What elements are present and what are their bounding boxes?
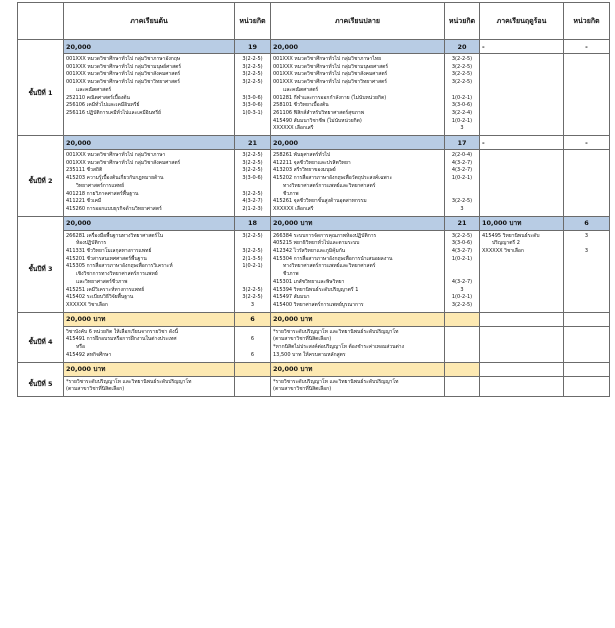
course-line: 415260 การออกแบบธุรกิจด้านวิทยาศาสตร์	[66, 205, 162, 212]
course-line: 411331 ชีววิทยาโมเลกุลทางการแพทย์	[66, 248, 152, 255]
course-line: 415491 การฝึกอบรมหรือการฝึกงานในต่างประเทศ	[66, 336, 177, 343]
course-line: 415304 การสื่อสารภาษาอังกฤษเพื่อการนำเสนอผลงาน	[273, 255, 393, 262]
year-courses-row	[18, 376, 610, 396]
header-summer-semester: ภาคเรียนฤดูร้อน	[480, 3, 564, 40]
table-body	[18, 40, 610, 397]
course-line: หรือ	[76, 344, 85, 351]
course-line: 001XXX หมวดวิชาศึกษาทั่วไป กลุ่มวิชาสังคมศาสตร์	[66, 159, 181, 166]
summary-first-semester: 20,000	[64, 216, 235, 230]
course-credit: 3(3-0-6)	[242, 175, 263, 182]
course-credit	[447, 263, 477, 271]
course-line: ทางวิทยาศาสตร์การแพทย์และวิทยาศาสตร์	[283, 182, 376, 189]
course-credit: 3	[250, 301, 255, 308]
summary-summer-semester	[480, 312, 564, 326]
course-line: 405215 พยาธิวิทยาทั่วไปและตามระบบ	[273, 240, 360, 247]
course-line: 001XXX หมวดวิชาศึกษาทั่วไป กลุ่มวิชาภาษาไทย	[273, 56, 382, 62]
course-credit: 6	[250, 336, 255, 343]
course-credit: 3(3-0-6)	[451, 102, 473, 109]
course-line: 001XXX หมวดวิชาศึกษาทั่วไป กลุ่มวิชามนุษยศาสตร์	[273, 63, 389, 70]
summary-second-semester: 20,000 บาท	[271, 362, 445, 376]
summary-summer-semester: 10,000 บาท	[480, 216, 564, 230]
course-credit: 2(1-2-3)	[242, 205, 263, 212]
course-credit: 3(2-2-5)	[451, 301, 473, 308]
course-line: XXXXXX เลือกเสรี	[273, 205, 314, 212]
course-line: 415400 วิทยาศาสตร์การแพทย์บูรณาการ	[273, 301, 364, 308]
course-line: 001XXX หมวดวิชาศึกษาทั่วไป กลุ่มวิชาวิทยาศาสตร์	[273, 79, 387, 86]
course-credit	[447, 87, 477, 95]
summary-summer-credits	[564, 362, 610, 376]
course-line: *รายวิชาระดับปริญญาโท และวิทยานิพนธ์ระดับปริญญาโท	[273, 328, 399, 335]
course-credit: 3(3-0-6)	[451, 240, 473, 247]
course-line: 258101 ชีววิทยาเบื้องต้น	[273, 102, 329, 109]
course-line: 001XXX หมวดวิชาศึกษาทั่วไป กลุ่มวิชาสังคมศาสตร์	[66, 71, 181, 78]
year-label: ชั้นปีที่ 1	[18, 40, 64, 136]
course-line: 411221 ชีวเคมี	[66, 198, 102, 205]
course-credit	[447, 183, 477, 191]
course-line: ห้องปฏิบัติการ	[76, 240, 107, 247]
course-credit	[447, 386, 477, 394]
course-line: 001XXX หมวดวิชาศึกษาทั่วไป กลุ่มวิชาภาษา	[66, 152, 166, 159]
course-credit: 3(2-2-5)	[242, 286, 263, 293]
summary-summer-semester	[480, 362, 564, 376]
study-plan-table	[17, 2, 610, 397]
course-credit: 3	[584, 248, 589, 255]
course-credit: 4(3-2-7)	[451, 278, 473, 285]
course-credit: 3(2-2-5)	[451, 71, 473, 78]
course-line: 415202 การสื่อสารภาษาอังกฤษเพื่อวัตถุประสงค์เฉพาะ	[273, 175, 393, 182]
summary-first-semester: 20,000 บาท	[64, 312, 235, 326]
course-credit: 3(2-2-5)	[242, 56, 263, 62]
year-label: ชั้นปีที่ 2	[18, 136, 64, 217]
course-credit: 3(2-2-5)	[242, 79, 263, 86]
year-summary-row	[18, 312, 610, 326]
course-credit: 4(3-2-7)	[451, 248, 473, 255]
summary-first-semester: 20,000 บาท	[64, 362, 235, 376]
summary-first-credits: 21	[235, 136, 271, 150]
course-credit	[447, 329, 477, 337]
course-line: 001XXX หมวดวิชาศึกษาทั่วไป กลุ่มวิชาวิทยาศาสตร์	[66, 79, 180, 86]
course-line: 415305 การสื่อสารภาษาอังกฤษเพื่อการวิเคราะห์	[66, 263, 173, 270]
second-semester-credits	[445, 150, 480, 217]
course-line: 252110 คณิตศาสตร์เบื้องต้น	[66, 94, 130, 101]
summer-credits	[564, 54, 610, 136]
course-credit: 3(2-2-5)	[451, 79, 473, 86]
header-year	[18, 3, 64, 40]
course-credit: 3(2-2-5)	[242, 152, 263, 159]
summary-summer-credits: -	[564, 136, 610, 150]
summer-courses	[480, 230, 564, 312]
table-header-row	[18, 3, 610, 40]
course-credit: 3(2-2-5)	[451, 232, 473, 239]
second-semester-courses	[271, 150, 445, 217]
year-label: ชั้นปีที่ 4	[18, 312, 64, 362]
course-credit: 3(2-2-5)	[242, 294, 263, 301]
course-line: 261106 ฟิสิกส์สำหรับวิทยาศาสตร์สุขภาพ	[273, 109, 365, 116]
course-credit: 2(2-0-4)	[451, 152, 473, 159]
course-line: 258261 พันธุศาสตร์ทั่วไป	[273, 152, 331, 159]
first-semester-credits	[235, 376, 271, 396]
course-line: 235111 ชีวสถิติ	[66, 167, 103, 174]
summary-second-credits: 21	[445, 216, 480, 230]
summer-courses	[480, 376, 564, 396]
course-credit	[447, 352, 477, 360]
course-credit: 3	[584, 232, 589, 239]
course-line: 415301 เภสัชวิทยาและพิษวิทยา	[273, 278, 345, 285]
course-credit: 3(2-2-5)	[242, 190, 263, 197]
course-credit: 3(3-0-6)	[242, 94, 263, 101]
course-line: 401218 กายวิภาคศาสตร์พื้นฐาน	[66, 190, 139, 197]
course-line: และคณิตศาสตร์	[76, 86, 112, 93]
second-semester-credits	[445, 376, 480, 396]
course-line: วิชาบังคับ 6 หน่วยกิต ให้เลือกเรียนจากรายวิชา ดังนี้	[66, 328, 178, 335]
course-line: และวิทยาศาสตร์ชีวภาพ	[76, 278, 128, 285]
summary-first-credits: 18	[235, 216, 271, 230]
course-credit	[447, 336, 477, 344]
course-line: เชิงวิชาการทางวิทยาศาสตร์การแพทย์	[76, 271, 158, 278]
course-line: 415203 ความรู้เบื้องต้นเกี่ยวกับกฎหมายด้าน	[66, 175, 164, 182]
course-credit: 1(0-2-1)	[451, 294, 473, 301]
course-line: ชีวภาพ	[283, 271, 299, 278]
course-credit: 3(2-2-5)	[242, 248, 263, 255]
course-line: 001XXX หมวดวิชาศึกษาทั่วไป กลุ่มวิชาสังคมศาสตร์	[273, 71, 388, 78]
course-line: *หากนิสิตไม่ประสงค์ต่อปริญญาโท ต้องชำระค่าเทอมส่วนต่าง	[273, 344, 405, 351]
course-line: 415492 สหกิจศึกษา	[66, 351, 112, 358]
course-credit: 1(0-2-1)	[451, 94, 473, 101]
first-semester-courses	[64, 326, 235, 362]
header-second-semester: ภาคเรียนปลาย	[271, 3, 445, 40]
course-credit: 6	[250, 351, 255, 358]
first-semester-courses	[64, 230, 235, 312]
year-label: ชั้นปีที่ 5	[18, 362, 64, 396]
course-line: วิทยาศาสตร์การแพทย์	[76, 182, 125, 189]
course-line: (ตามสาขาวิชาที่นิสิตเลือก)	[66, 386, 125, 393]
course-credit	[237, 271, 268, 279]
course-credit	[447, 191, 477, 199]
summary-second-credits: 20	[445, 40, 480, 54]
course-credit: 3(2-2-4)	[451, 109, 473, 116]
course-credit: 1(0-2-1)	[242, 263, 263, 270]
course-credit: 3(2-2-5)	[451, 63, 473, 70]
course-credit: 3	[460, 205, 464, 212]
summer-credits	[564, 326, 610, 362]
year-courses-row	[18, 326, 610, 362]
first-semester-credits	[235, 230, 271, 312]
course-credit	[447, 344, 477, 352]
summer-credits	[564, 230, 610, 312]
course-credit: 3(2-2-5)	[242, 63, 263, 70]
year-summary-row	[18, 136, 610, 150]
course-credit: 3(2-2-5)	[242, 159, 263, 166]
course-credit: 3(2-2-5)	[242, 167, 263, 174]
second-semester-courses	[271, 54, 445, 136]
course-credit	[237, 379, 268, 387]
course-line: XXXXXX เลือกเสรี	[273, 125, 314, 132]
course-credit	[237, 386, 268, 394]
course-line: 415495 วิทยานิพนธ์ระดับ	[482, 232, 540, 239]
year-label: ชั้นปีที่ 3	[18, 216, 64, 312]
header-first-credits: หน่วยกิต	[235, 3, 271, 40]
course-credit: 4(3-2-7)	[242, 198, 263, 205]
course-line: (ตามสาขาวิชาที่นิสิตเลือก)	[273, 336, 332, 343]
summary-second-semester: 20,000	[271, 40, 445, 54]
summary-second-credits: 17	[445, 136, 480, 150]
course-credit	[237, 329, 268, 337]
course-credit	[237, 240, 268, 248]
year-courses-row	[18, 230, 610, 312]
course-line: ปริญญาตรี 2	[492, 240, 520, 247]
second-semester-credits	[445, 326, 480, 362]
summary-second-semester: 20,000 บาท	[271, 312, 445, 326]
summer-credits	[564, 150, 610, 217]
course-line: 266281 เครื่องมือพื้นฐานทางวิทยาศาสตร์ใน	[66, 232, 164, 239]
course-credit: 3(2-2-5)	[242, 71, 263, 78]
first-semester-credits	[235, 150, 271, 217]
summary-first-semester: 20,000	[64, 40, 235, 54]
course-credit: 2(1-3-5)	[242, 255, 263, 262]
course-credit: 3(2-2-5)	[242, 232, 263, 239]
course-credit: 4(3-2-7)	[451, 159, 473, 166]
summary-summer-credits	[564, 312, 610, 326]
course-line: 415394 วิทยานิพนธ์ระดับปริญญาตรี 1	[273, 286, 359, 293]
course-line: 415201 ชีวสารสนเทศศาสตร์พื้นฐาน	[66, 255, 147, 262]
course-line: 256116 ปฏิบัติการเคมีทั่วไปและเคมีอินทรีย์	[66, 109, 161, 116]
second-semester-credits	[445, 54, 480, 136]
year-courses-row	[18, 54, 610, 136]
course-credit: 3(2-2-5)	[451, 198, 473, 205]
header-first-semester: ภาคเรียนต้น	[64, 3, 235, 40]
course-line: ทางวิทยาศาสตร์การแพทย์และวิทยาศาสตร์	[283, 263, 376, 270]
course-line: *รายวิชาระดับปริญญาโท และวิทยานิพนธ์ระดับปริญญาโท	[66, 378, 192, 385]
course-line: 412211 จุลชีววิทยาและปรสิตวิทยา	[273, 159, 351, 166]
course-credit: 1(0-3-1)	[242, 109, 263, 116]
course-credit	[237, 183, 268, 191]
course-line: *รายวิชาระดับปริญญาโท และวิทยานิพนธ์ระดับปริญญาโท	[273, 378, 399, 385]
course-line: 001XXX หมวดวิชาศึกษาทั่วไป กลุ่มวิชาภาษาอังกฤษ	[66, 56, 181, 62]
course-credit	[447, 379, 477, 387]
summary-first-semester: 20,000	[64, 136, 235, 150]
year-summary-row	[18, 40, 610, 54]
course-line: 001XXX หมวดวิชาศึกษาทั่วไป กลุ่มวิชามนุษย์ศาสตร์	[66, 63, 182, 70]
first-semester-courses	[64, 150, 235, 217]
second-semester-courses	[271, 376, 445, 396]
course-line: 415402 ระเบียบวิธีวิจัยพื้นฐาน	[66, 294, 134, 301]
course-credit: 1(0-2-1)	[451, 255, 473, 262]
summary-second-credits	[445, 312, 480, 326]
summary-first-credits	[235, 362, 271, 376]
summary-summer-semester: -	[480, 40, 564, 54]
course-credit	[566, 240, 607, 248]
course-credit: 4(3-2-7)	[451, 167, 473, 174]
summer-courses	[480, 54, 564, 136]
course-line: (ตามสาขาวิชาที่นิสิตเลือก)	[273, 386, 332, 393]
course-credit: 3(2-2-5)	[451, 56, 473, 62]
course-line: และคณิตศาสตร์	[283, 86, 319, 93]
second-semester-credits	[445, 230, 480, 312]
second-semester-courses	[271, 326, 445, 362]
summer-credits	[564, 376, 610, 396]
second-semester-courses	[271, 230, 445, 312]
course-line: 266384 ระบบการจัดการคุณภาพห้องปฏิบัติการ	[273, 232, 377, 239]
course-line: 415261 จุลชีววิทยาขั้นสูงด้านอุตสาหกรรม	[273, 198, 367, 205]
course-line: XXXXXX วิชาเลือก	[66, 301, 108, 308]
course-line: 415497 สัมมนา	[273, 294, 310, 301]
course-line: 413203 สรีรวิทยาของมนุษย์	[273, 167, 336, 174]
summer-courses	[480, 326, 564, 362]
year-summary-row	[18, 216, 610, 230]
course-line: XXXXXX วิชาเลือก	[482, 248, 524, 255]
course-credit	[237, 87, 268, 95]
course-line: 415490 สัมมนาวิชาชีพ (ไม่นับหน่วยกิต)	[273, 117, 362, 124]
first-semester-courses	[64, 54, 235, 136]
summer-courses	[480, 150, 564, 217]
course-credit	[447, 271, 477, 279]
course-credit: 1(0-2-1)	[451, 117, 473, 124]
course-line: 412342 ไวรัสวิทยาและภูมิคุ้มกัน	[273, 248, 346, 255]
first-semester-credits	[235, 54, 271, 136]
summary-summer-credits: -	[564, 40, 610, 54]
course-credit: 1(0-2-1)	[451, 175, 473, 182]
year-summary-row	[18, 362, 610, 376]
summary-second-semester: 20,000 บาท	[271, 216, 445, 230]
header-summer-credits: หน่วยกิต	[564, 3, 610, 40]
summary-second-semester: 20,000	[271, 136, 445, 150]
summary-first-credits: 6	[235, 312, 271, 326]
year-courses-row	[18, 150, 610, 217]
course-credit: 3	[460, 125, 464, 132]
course-credit: 3(3-0-6)	[242, 102, 263, 109]
header-second-credits: หน่วยกิต	[445, 3, 480, 40]
course-line: 001281 กีฬาและการออกกำลังกาย (ไม่นับหน่วยกิต)	[273, 94, 387, 101]
first-semester-credits	[235, 326, 271, 362]
course-line: 256106 เคมีทั่วไปและเคมีอินทรีย์	[66, 102, 140, 109]
summary-second-credits	[445, 362, 480, 376]
course-credit: 3	[460, 286, 464, 293]
course-line: 415251 เคมีวิเคราะห์ทางการแพทย์	[66, 286, 145, 293]
summary-summer-semester: -	[480, 136, 564, 150]
first-semester-courses	[64, 376, 235, 396]
summary-summer-credits: 6	[564, 216, 610, 230]
course-line: 13,500 บาท ให้ครบตามหลักสูตร	[273, 351, 346, 358]
course-credit	[237, 344, 268, 352]
summary-first-credits: 19	[235, 40, 271, 54]
course-credit	[237, 279, 268, 287]
course-line: ชีวภาพ	[283, 190, 299, 197]
